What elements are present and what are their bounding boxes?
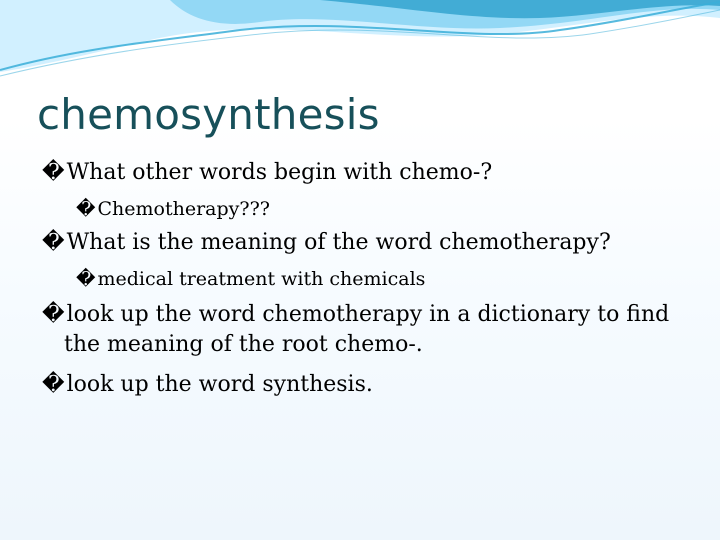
bullet-icon: � bbox=[42, 160, 65, 185]
list-item bbox=[42, 300, 702, 360]
list-item-text: medical treatment with chemicals bbox=[97, 268, 426, 290]
list-item-text: What is the meaning of the word chemotherapy? bbox=[66, 230, 611, 255]
bullet-icon: � bbox=[76, 198, 96, 220]
list-item bbox=[42, 158, 492, 188]
list-item-text: look up the word synthesis. bbox=[66, 372, 373, 397]
bullet-icon: � bbox=[42, 230, 65, 255]
list-item bbox=[42, 228, 611, 258]
list-item-text-continuation: the meaning of the root chemo-. bbox=[64, 332, 423, 357]
list-item bbox=[76, 196, 270, 222]
list-item-text: look up the word chemotherapy in a dictionary to find bbox=[66, 302, 670, 327]
bullet-icon: � bbox=[42, 372, 65, 397]
list-item bbox=[42, 370, 373, 400]
slide-title: chemosynthesis bbox=[37, 90, 380, 139]
list-item bbox=[76, 266, 425, 292]
list-item-text: What other words begin with chemo-? bbox=[66, 160, 493, 185]
list-item-text: Chemotherapy??? bbox=[97, 198, 270, 220]
bullet-icon: � bbox=[42, 302, 65, 327]
bullet-icon: � bbox=[76, 268, 96, 290]
